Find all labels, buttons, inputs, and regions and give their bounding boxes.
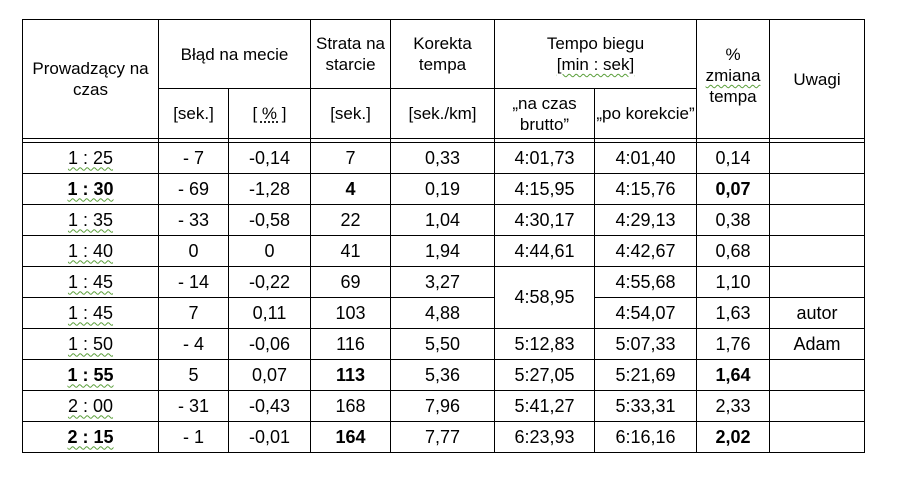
cell-blad-p: -0,58 <box>229 205 311 236</box>
cell-blad-s: 0 <box>159 236 229 267</box>
table-row <box>23 391 865 422</box>
cell-korekcie: 4:55,68 <box>595 267 697 298</box>
cell-brutto: 4:30,17 <box>495 205 595 236</box>
cell-brutto: 5:27,05 <box>495 360 595 391</box>
cell-korekcie: 4:42,67 <box>595 236 697 267</box>
table-row <box>23 422 865 453</box>
cell-pace <box>23 143 159 174</box>
cell-strata: 164 <box>311 422 391 453</box>
header-zmiana-label: zmiana <box>705 66 761 85</box>
pace-label: 1 : 35 <box>67 209 114 230</box>
cell-pace <box>23 391 159 422</box>
header-tempo-title: Tempo biegu <box>546 34 645 53</box>
cell-korekcie: 5:21,69 <box>595 360 697 391</box>
pace-label: 1 : 40 <box>67 240 114 261</box>
cell-strata: 7 <box>311 143 391 174</box>
cell-blad-s: 7 <box>159 298 229 329</box>
header-uwagi: Uwagi <box>770 20 865 139</box>
header-tempo-unit: [min : sek] <box>556 55 635 74</box>
cell-uwagi <box>770 236 865 267</box>
cell-korekcie: 4:54,07 <box>595 298 697 329</box>
table-row <box>23 236 865 267</box>
cell-zmiana: 0,38 <box>697 205 770 236</box>
cell-brutto: 4:15,95 <box>495 174 595 205</box>
cell-pace <box>23 205 159 236</box>
subheader-brutto: „na czas brutto” <box>495 89 595 139</box>
cell-brutto: 6:23,93 <box>495 422 595 453</box>
cell-strata: 69 <box>311 267 391 298</box>
cell-korekcie: 6:16,16 <box>595 422 697 453</box>
table-row <box>23 298 865 329</box>
cell-zmiana: 2,33 <box>697 391 770 422</box>
cell-pace <box>23 236 159 267</box>
cell-zmiana: 1,10 <box>697 267 770 298</box>
table-row <box>23 174 865 205</box>
cell-blad-p: -0,06 <box>229 329 311 360</box>
header-korekta: Korekta tempa <box>391 20 495 89</box>
cell-blad-p: 0 <box>229 236 311 267</box>
cell-blad-s: - 7 <box>159 143 229 174</box>
header-tempo <box>495 20 697 89</box>
subheader-blad-pct-text: [ % ] <box>252 104 287 123</box>
cell-uwagi <box>770 143 865 174</box>
pace-label: 2 : 15 <box>67 426 114 447</box>
cell-zmiana: 1,64 <box>697 360 770 391</box>
cell-uwagi <box>770 205 865 236</box>
header-zmiana-symbol: % <box>725 45 741 64</box>
cell-pace <box>23 329 159 360</box>
cell-korekta: 1,04 <box>391 205 495 236</box>
cell-uwagi <box>770 360 865 391</box>
header-zmiana-tempa: tempa <box>709 87 757 106</box>
header-strata: Strata na starcie <box>311 20 391 89</box>
pace-label: 1 : 50 <box>67 333 114 354</box>
header-prowadzacy: Prowadzący na czas <box>23 20 159 139</box>
header-zmiana <box>697 20 770 139</box>
cell-blad-p: -0,01 <box>229 422 311 453</box>
pace-label: 1 : 30 <box>67 178 114 199</box>
cell-blad-s: - 14 <box>159 267 229 298</box>
subheader-blad-pct <box>229 89 311 139</box>
cell-uwagi: Adam <box>770 329 865 360</box>
cell-blad-s: - 1 <box>159 422 229 453</box>
pace-label: 1 : 45 <box>67 302 114 323</box>
cell-strata: 103 <box>311 298 391 329</box>
table-row <box>23 329 865 360</box>
subheader-korekcie: „po korekcie” <box>595 89 697 139</box>
table-row <box>23 205 865 236</box>
cell-korekcie: 5:33,31 <box>595 391 697 422</box>
cell-pace <box>23 422 159 453</box>
cell-korekta: 5,36 <box>391 360 495 391</box>
table-row <box>23 360 865 391</box>
cell-zmiana: 1,76 <box>697 329 770 360</box>
cell-korekcie: 4:15,76 <box>595 174 697 205</box>
subheader-blad-sek: [sek.] <box>159 89 229 139</box>
cell-zmiana: 0,07 <box>697 174 770 205</box>
cell-strata: 116 <box>311 329 391 360</box>
cell-zmiana: 0,68 <box>697 236 770 267</box>
cell-brutto: 5:41,27 <box>495 391 595 422</box>
cell-pace <box>23 174 159 205</box>
cell-zmiana: 2,02 <box>697 422 770 453</box>
cell-zmiana: 0,14 <box>697 143 770 174</box>
cell-brutto: 4:44,61 <box>495 236 595 267</box>
pace-table <box>22 19 865 453</box>
cell-blad-p: -0,43 <box>229 391 311 422</box>
cell-pace <box>23 267 159 298</box>
cell-pace <box>23 298 159 329</box>
cell-blad-p: -1,28 <box>229 174 311 205</box>
cell-blad-s: - 31 <box>159 391 229 422</box>
cell-blad-s: 5 <box>159 360 229 391</box>
header-blad: Błąd na mecie <box>159 20 311 89</box>
cell-korekta: 3,27 <box>391 267 495 298</box>
cell-strata: 113 <box>311 360 391 391</box>
cell-korekta: 0,19 <box>391 174 495 205</box>
cell-korekcie: 4:29,13 <box>595 205 697 236</box>
cell-korekta: 7,96 <box>391 391 495 422</box>
cell-uwagi <box>770 174 865 205</box>
cell-korekta: 5,50 <box>391 329 495 360</box>
pace-label: 1 : 45 <box>67 271 114 292</box>
cell-korekcie: 5:07,33 <box>595 329 697 360</box>
pace-label: 1 : 25 <box>67 147 114 168</box>
cell-korekcie: 4:01,40 <box>595 143 697 174</box>
subheader-strata-sek: [sek.] <box>311 89 391 139</box>
pace-label: 1 : 55 <box>67 364 114 385</box>
cell-brutto: 5:12,83 <box>495 329 595 360</box>
cell-uwagi <box>770 422 865 453</box>
cell-strata: 41 <box>311 236 391 267</box>
table-row <box>23 143 865 174</box>
cell-korekta: 7,77 <box>391 422 495 453</box>
cell-korekta: 1,94 <box>391 236 495 267</box>
cell-blad-s: - 33 <box>159 205 229 236</box>
cell-strata: 168 <box>311 391 391 422</box>
cell-blad-p: 0,11 <box>229 298 311 329</box>
cell-strata: 4 <box>311 174 391 205</box>
table-row <box>23 267 865 298</box>
cell-blad-s: - 4 <box>159 329 229 360</box>
cell-pace <box>23 360 159 391</box>
pace-label: 2 : 00 <box>67 395 114 416</box>
cell-uwagi <box>770 391 865 422</box>
subheader-korekta-unit: [sek./km] <box>391 89 495 139</box>
cell-brutto: 4:58,95 <box>495 267 595 329</box>
cell-korekta: 4,88 <box>391 298 495 329</box>
cell-brutto: 4:01,73 <box>495 143 595 174</box>
cell-blad-p: 0,07 <box>229 360 311 391</box>
cell-uwagi: autor <box>770 298 865 329</box>
cell-zmiana: 1,63 <box>697 298 770 329</box>
cell-uwagi <box>770 267 865 298</box>
cell-blad-p: -0,22 <box>229 267 311 298</box>
cell-blad-s: - 69 <box>159 174 229 205</box>
cell-strata: 22 <box>311 205 391 236</box>
cell-korekta: 0,33 <box>391 143 495 174</box>
cell-blad-p: -0,14 <box>229 143 311 174</box>
